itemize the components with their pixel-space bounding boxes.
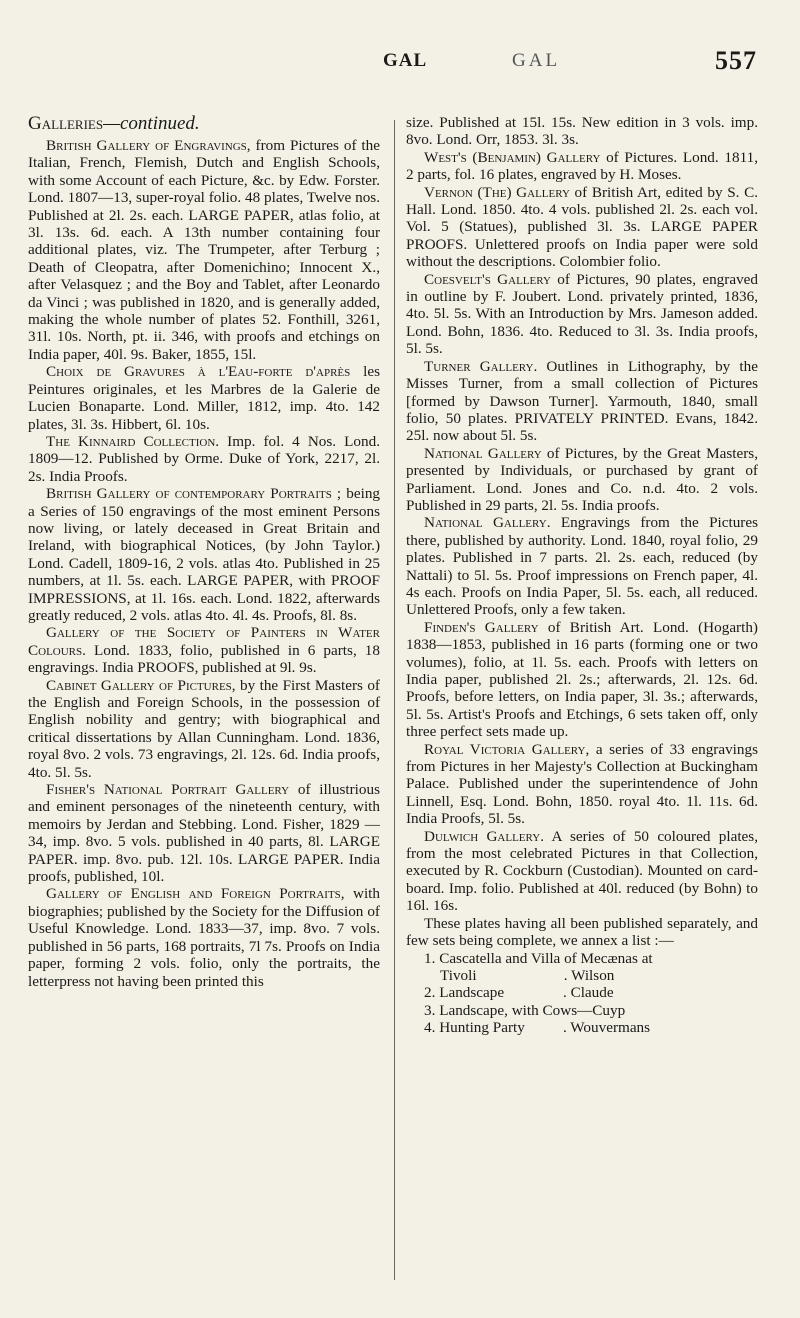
catalogue-entry (406, 828, 758, 915)
entry-title: Cabinet Gallery of Pictures, (46, 676, 236, 694)
catalogue-entry (28, 433, 380, 485)
plate-list-item (406, 1019, 758, 1036)
entry-text: of Pictures. Lond. 1811, 2 parts, fol. 16 plates, engraved by H. Moses. (406, 148, 758, 184)
entry-text: Lond. 1833, folio, published in 6 parts, 18 engravings. India PROOFS, published at 9l. 9s. (28, 641, 380, 677)
entry-title: Vernon (The) Gallery (424, 183, 570, 201)
catalogue-entry (406, 271, 758, 358)
entry-title: British Gallery of Engravings, (46, 137, 251, 154)
plate-artist: . Wouvermans (559, 1019, 651, 1037)
catalogue-entry (406, 149, 758, 184)
entry-title: British Gallery of contemporary Portraits ; (46, 485, 342, 503)
entry-text: of Pictures, 90 plates, engraved in outline by F. Joubert. Lond. privately printed, 1836, 4to. 5l. 5s. With an Introduction by Mrs. Jameson added. Lond. Bohn, 1836. 4to. Reduced to 3l. 3s. India proofs, 5l. 5s. (406, 270, 758, 358)
column-rule (394, 120, 395, 1280)
list-intro: These plates having all been published separately, and few sets being complete, we annex a list :— (406, 914, 758, 950)
entry-title: Gallery of the Society of Painters in Water Colours. (28, 624, 380, 659)
plate-list-item (406, 950, 758, 985)
right-entries (406, 149, 758, 915)
page-number: 557 (715, 46, 757, 75)
plate-artist: . Wilson (560, 966, 615, 984)
entry-title: Choix de Gravures à l'Eau-forte d'après (46, 363, 351, 381)
catalogue-entry (406, 514, 758, 618)
running-head-left: GAL (383, 50, 428, 71)
entry-title: Fisher's National Portrait Gallery (46, 781, 290, 799)
running-head (0, 46, 800, 90)
entry-title: Turner Gallery. (424, 357, 538, 375)
entry-text: Outlines in Lithography, by the Misses Turner, from a small collection of Pictures [formed by Dawson Turner]. Yarmouth, 1840, small folio, 50 plates. PRIVATELY PRINTED. Evans, 1842. 25l. now about 5l. 5s. (406, 357, 758, 445)
entry-text: A series of 50 coloured plates, from the most celebrated Pictures in that Collection, executed by R. Cockburn (Custodian). Mounted on card-board. Imp. folio. Published at 40l. reduced (by Bohn) to 16l. 16s. (406, 827, 758, 915)
entry-title: Gallery of English and Foreign Portraits, (46, 885, 345, 903)
plate-number: 2. (424, 984, 440, 1002)
entry-text: of illustrious and eminent personages of the nineteenth century, with memoirs by Jerdan and Stebbing. Lond. Fisher, 1829 —34, imp. 8vo. 5 vols. published in 40 parts, 8l. LARGE PAPER. imp. 8vo. pub. 12l. 10s. LARGE PAPER. India proofs, published, 10l. (28, 781, 380, 886)
entry-text: by the First Masters of the English and Foreign Schools, in the possession of English nobility and gentry; with biographical and critical dissertations by Allan Cunningham. Lond. 1836, royal 8vo. 2 vols. 73 engravings, 2l. 12s. 6d. India proofs, 4to. 5l. 5s. (28, 676, 380, 781)
plate-number: 4. (424, 1019, 440, 1037)
section-heading: Galleries—continued. (28, 113, 200, 134)
plate-number: 1. (424, 949, 440, 967)
entry-title: Coesvelt's Gallery (424, 270, 551, 288)
running-head-middle: GAL (512, 50, 561, 71)
catalogue-entry (28, 781, 380, 885)
catalogue-entry (28, 137, 380, 363)
entry-title: Finden's Gallery (424, 618, 539, 636)
entry-title: Dulwich Gallery. (424, 827, 545, 845)
entry-title: The Kinnaird Collection. (46, 432, 220, 450)
left-column (28, 112, 380, 990)
entry-title: National Gallery (424, 444, 542, 462)
entry-title: Royal Victoria Gallery, (424, 740, 590, 758)
left-entries (28, 137, 380, 990)
entry-text: les Peintures originales, et les Marbres de la Galerie de Lucien Bonaparte. Lond. Miller, 1812, imp. 4to. 142 plates, 3l. 3s. Hibbert, 6l. 10s. (28, 363, 380, 433)
entry-title: West's (Benjamin) Gallery (424, 148, 601, 166)
catalogue-entry (28, 624, 380, 676)
entry-text: of British Art. Lond. (Hogarth) 1838—1853, published in 16 parts (forming one or two volumes), folio, at 1l. 5s. each. Proofs with letters on India paper, published 2l. 2s.; afterwards, 2l. 12s. 6d. Proofs, before letters, on India paper, 3l. 3s.; afterwards, 5l. 5s. Artist's Proofs and Etchings, 6 sets taken off, only three perfect sets made up. (406, 618, 758, 741)
catalogue-entry (406, 184, 758, 271)
entry-text: with biographies; published by the Society for the Diffusion of Useful Knowledge. Lond. 1833—37, imp. 8vo. 7 vols. published in 56 parts, 168 portraits, 7l 7s. Proofs on India paper, forming 2 vols. folio, only the portraits, the letterpress not having been printed this (28, 885, 380, 990)
continuation-text: size. Published at 15l. 15s. New edition in 3 vols. imp. 8vo. Lond. Orr, 1853. 3l. 3s. (406, 114, 758, 149)
plate-list (406, 950, 758, 1037)
plate-title: Landscape (439, 984, 505, 1002)
plate-artist: . Claude (559, 984, 614, 1002)
catalogue-entry (28, 485, 380, 624)
catalogue-entry (406, 445, 758, 515)
plate-title-cont: Tivoli (440, 966, 477, 984)
catalogue-entry (406, 358, 758, 445)
catalogue-entry (28, 677, 380, 781)
entry-text: being a Series of 150 engravings of the most eminent Persons now living, or lately deceased in Great Britain and Ireland, with biographical Notices, (by John Taylor.) Lond. Cadell, 1809-16, 2 vols. atlas 4to. Published in 25 numbers, at 1l. 5s. each. LARGE PAPER, with PROOF IMPRESSIONS, at 1l. 16s. each. Lond. 1822, afterwards greatly reduced, 2 vols. atlas 4to. 4l. 4s. Proofs, 8l. 8s. (28, 485, 381, 624)
catalogue-entry (406, 741, 758, 828)
catalogue-entry (406, 619, 758, 741)
plate-title: Landscape, with Cows—Cuyp (439, 1001, 626, 1019)
entry-text: of Pictures, by the Great Masters, presented by Individuals, or purchased by grant of Parliament. Lond. Jones and Co. n.d. 4to. 2 vols. Published in 29 parts, 2l. 5s. India proofs. (406, 444, 758, 514)
catalogue-entry (28, 363, 380, 433)
plate-list-item (406, 1002, 758, 1019)
right-column (406, 114, 758, 1037)
entry-text: a series of 33 engravings from Pictures in her Majesty's Collection at Buckingham Palace. Published under the superintendence of John Linnell, Esq. Lond. Bohn, 1850. royal 4to. 1l. 11s. 6d. India Proofs, 5l. 5s. (406, 740, 758, 828)
entry-text: of British Art, edited by S. C. Hall. Lond. 1850. 4to. 4 vols. published 2l. 2s. each vol. Vol. 5 (Statues), published 3l. 3s. LARGE PAPER PROOFS. Unlettered proofs on India paper were sold without the descriptions. Colombier folio. (406, 183, 759, 271)
entry-text: Engravings from the Pictures there, published by authority. Lond. 1840, royal folio, 29 plates. Published in 7 parts. 2l. 2s. each, reduced (by Nattali) to 5l. 5s. Proof impressions on French paper, 4l. 4s each. Proofs on India Paper, 5l. 5s. each, all reduced. Unlettered Proofs, only a few taken. (406, 514, 758, 619)
catalogue-entry (28, 885, 380, 989)
plate-title: Hunting Party (439, 1019, 525, 1037)
entry-text: Imp. fol. 4 Nos. Lond. 1809—12. Published by Orme. Duke of York, 2217, 2l. 2s. India Proofs. (28, 432, 380, 485)
plate-list-item (406, 984, 758, 1001)
entry-title: National Gallery. (424, 514, 551, 532)
plate-title: Cascatella and Villa of Mecænas at (439, 949, 653, 967)
plate-number: 3. (424, 1001, 440, 1019)
entry-text: from Pictures of the Italian, French, Flemish, Dutch and English Schools, with some Account of each Picture, &c. by Edw. Forster. Lond. 1807—13, super-royal folio. 48 plates, Twelve nos. Published at 2l. 2s. each. LARGE PAPER, atlas folio, at 3l. 13s. 6d. each. A 13th number containing four additional plates, viz. The Trumpeter, after Terburg ; Death of Cleopatra, after Domenichino; Innocent X., after Velasquez ; and the Boy and Tablet, after Leonardo da Vinci ; was published in 1820, and is generally added, making the whole number of plates 52. Fonthill, 3261, 31l. 10s. North, pt. ii. 346, with proofs and etchings on India paper, 40l. 9s. Baker, 1855, 15l. (28, 137, 380, 363)
